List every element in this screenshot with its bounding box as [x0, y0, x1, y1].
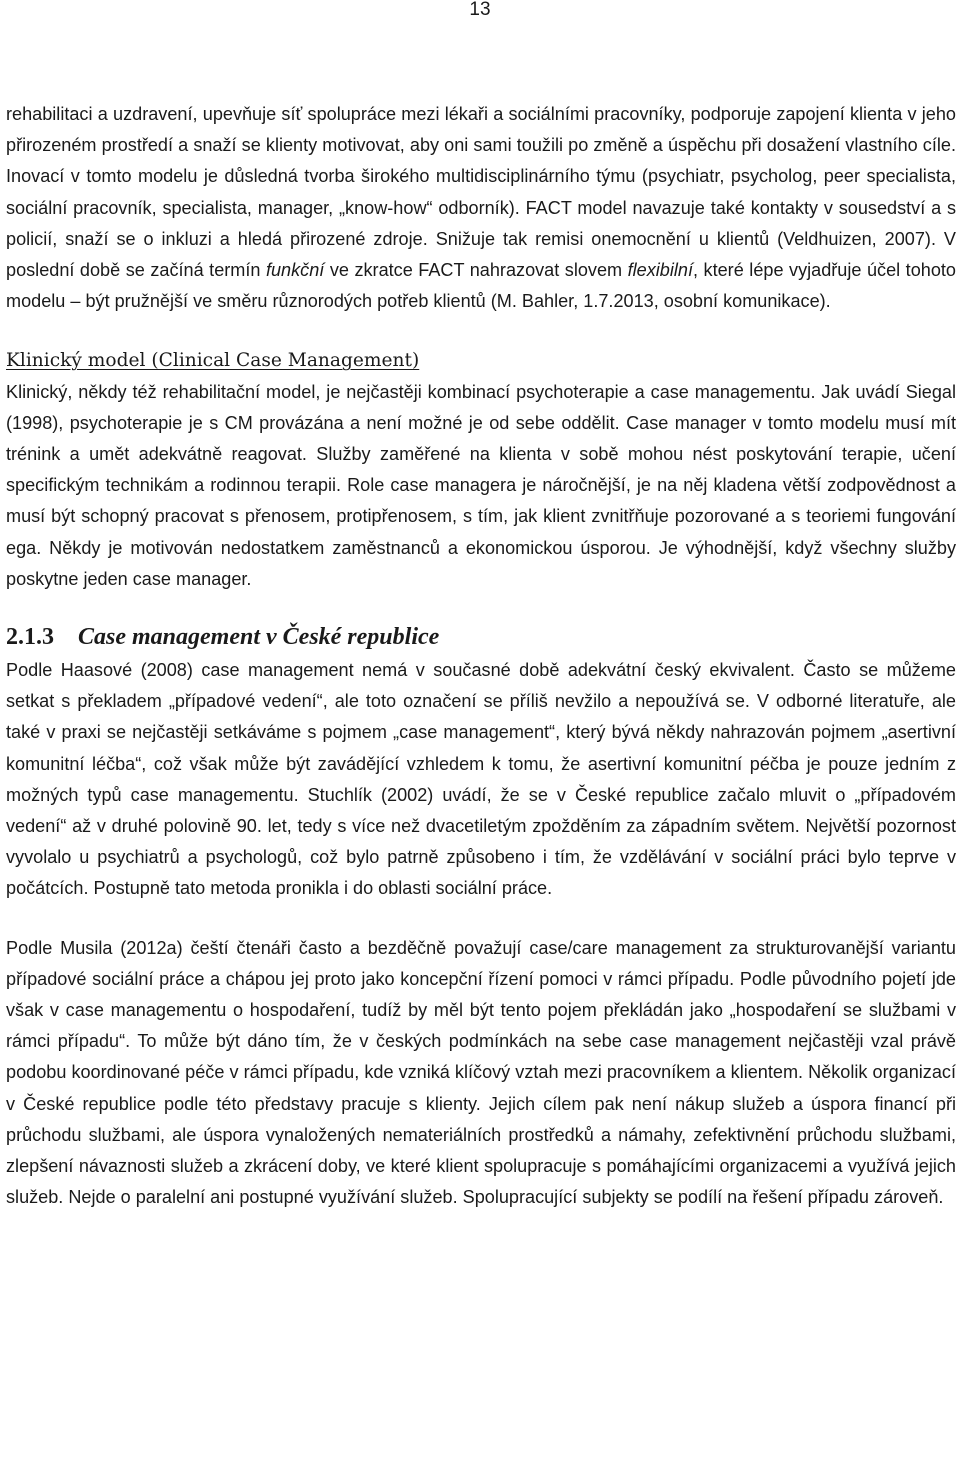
spacer: [6, 317, 956, 345]
paragraph-musil: Podle Musila (2012a) čeští čtenáři často a bezděčně považují case/care management za strukturovanější variantu případové sociální práce a chápou jej proto jako koncepční řízení pomoci v rámci případu. Podle původního pojetí jde však v case managementu o hospodaření, tudíž by měl být tento pojem překládán jako „hospodaření se službami v rámci případu“. To může být dáno tím, že v českých podmínkách na sebe case management nejčastěji vzal právě podobu koordinované péče v rámci případu, kde vzniká klíčový vztah mezi pracovníkem a klientem. Několik organizací v České republice podle této představy pracuje s klienty. Jejich cílem pak není nákup služeb a úspora financí při průchodu službami, ale úspora vynaložených nemateriálních prostředků a námahy, zefektivnění průchodu službami, zlepšení návaznosti služeb a zkrácení doby, ve které klient spolupracuje s pomáhajícími organizacemi a využívá jejich služeb. Nejde o paralelní ani postupné využívání služeb. Spolupracující subjekty se podílí na řešení případu zároveň.: [6, 937, 956, 1208]
page-number: 13: [469, 0, 491, 20]
heading-title: Case management v České republice: [78, 624, 440, 651]
heading-number: 2.1.3: [6, 624, 54, 651]
fact-text-a: rehabilitaci a uzdravení, upevňuje síť spolupráce mezi lékaři a sociálními pracovníky, podporuje zapojení klienta v jeho přirozeném prostředí a snaží se klienty motivovat, aby oni sami toužili po změně a úspěchu při dosažení vlastního cíle. Inovací v tomto modelu je důsledná tvorba širokého multidisciplinárního týmu (psychiatr, psycholog, peer specialista, sociální pracovník, specialista, manager, „know-how“ odborník). FACT model navazuje také kontakty v sousedství a s policií, snaží se o inkluzi a hledá přirozené zdroje. Snižuje tak remisi onemocnění u klientů (Veldhuizen, 2007). V poslední době se začíná termín: [6, 104, 956, 281]
fact-text-c: , které lépe vyjadřuje účel tohoto modelu – být pružnější ve směru různorodých potřeb klientů (M. Bahler, 1.7.2013, osobní komunikace).: [6, 260, 956, 312]
section-title-clinical-model: Klinický model (Clinical Case Management): [6, 350, 420, 372]
heading-2-1-3: [6, 619, 956, 655]
paragraph-clinical-model: Klinický, někdy též rehabilitační model, je nejčastěji kombinací psychoterapie a case managementu. Jak uvádí Siegal (1998), psychoterapie je s CM provázána a není možné je od sebe oddělit. Case manager v tomto modelu musí mít trénink a umět adekvátně reagovat. Služby zaměřené na klienta v sobě mohou nést poskytování terapie, učení specifickým technikám a rodinnou terapii. Role case managera je náročnější, je na něj kladena větší zodpovědnost a musí být schopný pracovat s přenosem, protipřenosem, s tím, jak klient zvnitřňuje pozorované a s teoriemi fungování ega. Někdy je motivován nedostatkem zaměstnanců a ekonomickou úsporou. Je výhodnější, když všechny služby poskytne jeden case manager.: [6, 381, 956, 589]
document-body: [6, 99, 956, 1214]
paragraph-haasova: Podle Haasové (2008) case management nemá v současné době adekvátní český ekvivalent. Často se můžeme setkat s překladem „případové vedení“, ale toto označení se příliš nevžilo a nepoužívá se. V odborné literatuře, ale také v praxi se nejčastěji setkáváme s pojmem „case management“, který bývá někdy nahrazován pojmem „asertivní komunitní léčba“, což však může být zavádějící vzhledem k tomu, že asertivní komunitní péčba je pouze jedním z možných typů case managementu. Stuchlík (2002) uvádí, že se v České republice začalo mluvit o „případovém vedení“ až v druhé polovině 90. let, tedy s více než dvacetiletým zpožděním za západním světem. Největší pozornost vyvolalo u psychiatrů a psychologů, což bylo patrně způsobeno i tím, že vzdělávání v sociální práci bylo teprve v počátcích. Postupně tato metoda pronikla i do oblasti sociální práce.: [6, 660, 956, 899]
fact-emphasis-funkcni: funkční: [265, 260, 325, 281]
spacer: [6, 905, 956, 933]
spacer: [6, 595, 956, 619]
paragraph-fact-model: [6, 99, 956, 317]
fact-emphasis-flexibilni: flexibilní: [627, 260, 693, 281]
fact-text-b: ve zkratce FACT nahrazovat slovem: [324, 260, 628, 281]
